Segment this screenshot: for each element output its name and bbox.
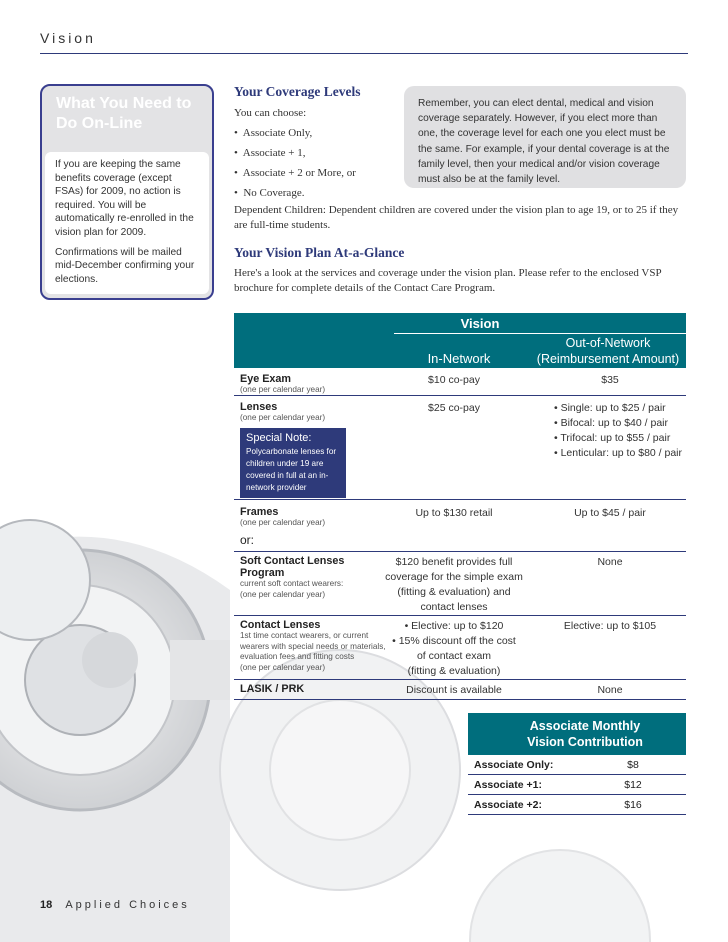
in-network-header: In-Network <box>427 351 491 366</box>
in-network-value: Discount is available <box>406 684 502 696</box>
service-subtext: (one per calendar year) <box>240 413 326 422</box>
list-item: • Bifocal: up to $40 / pair <box>554 417 668 429</box>
service-name: Frames <box>240 506 279 518</box>
sidebar-heading: What You Need to Do On-Line <box>56 95 192 132</box>
tier-label: Associate Only: <box>474 759 554 771</box>
page-number: 18 <box>40 899 53 911</box>
service-subtext: 1st time contact wearers, or current <box>240 631 369 640</box>
list-item: • Single: up to $25 / pair <box>554 402 666 414</box>
tier-amount: $8 <box>627 759 639 771</box>
in-network-value: Up to $130 retail <box>415 507 493 519</box>
out-of-network-value: $35 <box>601 374 619 386</box>
value-line: • 15% discount off the cost <box>392 635 516 647</box>
in-network-value: $10 co-pay <box>428 374 480 386</box>
value-line: $120 benefit provides full <box>395 556 513 568</box>
value-line: (fitting & evaluation) and <box>397 586 511 598</box>
table-row <box>234 368 686 396</box>
out-of-network-header-line: (Reimbursement Amount) <box>536 352 680 366</box>
in-network-value <box>384 555 524 615</box>
service-subtext: (one per calendar year) <box>240 518 326 527</box>
page-footer <box>40 899 190 911</box>
or-label: or: <box>240 532 255 547</box>
special-note-text: Polycarbonate lenses for children under 19 are covered in full at an in-network provider <box>246 447 337 492</box>
sidebar-content <box>45 152 209 294</box>
service-cell <box>240 506 400 547</box>
service-subtext: (one per calendar year) <box>240 589 326 599</box>
out-of-network-value: Up to $45 / pair <box>574 507 646 519</box>
table-title: Vision <box>460 316 500 331</box>
value-line: (fitting & evaluation) <box>407 665 501 677</box>
table-row <box>468 795 686 815</box>
out-of-network-value: None <box>597 684 623 696</box>
contribution-title-line: Vision Contribution <box>527 735 643 749</box>
table-row <box>234 500 686 552</box>
out-of-network-value: Elective: up to $105 <box>563 620 657 632</box>
list-item: • Associate Only, <box>234 127 313 139</box>
contribution-header <box>468 713 686 755</box>
service-subtext: evaluation fees and fitting costs <box>240 652 355 661</box>
coverage-intro: You can choose: <box>234 107 307 119</box>
coverage-heading: Your Coverage Levels <box>234 84 361 99</box>
callout-text: Remember, you can elect dental, medical and vision coverage separately. However, if you elect more than one, the coverage level for each one you elect must be the same. For example, if your dental coverage is at the family level, then your medical and/or vision coverage must also be at the family level. <box>418 98 670 186</box>
table-row <box>234 552 686 616</box>
value-line: of contact exam <box>416 650 492 662</box>
table-row <box>234 680 686 700</box>
service-name: Contact Lenses <box>240 619 321 631</box>
in-network-value: $25 co-pay <box>428 402 480 414</box>
contribution-title-line: Associate Monthly <box>529 719 641 733</box>
table-row <box>234 616 686 680</box>
list-item: • No Coverage. <box>234 187 305 199</box>
service-cell <box>240 373 400 396</box>
tier-label: Associate +1: <box>474 779 542 791</box>
service-subtext: current soft contact wearers: <box>240 579 344 588</box>
out-of-network-value <box>534 401 686 461</box>
list-item: • Trifocal: up to $55 / pair <box>554 432 671 444</box>
out-of-network-value: None <box>597 556 623 568</box>
header-divider <box>40 53 688 54</box>
service-name: Program <box>240 567 285 579</box>
list-item: • Associate + 1, <box>234 147 306 159</box>
vision-benefits-table <box>234 313 686 700</box>
header-rule <box>394 333 686 334</box>
dependents-note: Dependent Children: Dependent children are covered under the vision plan to age 19, or to 25 if they are full-time students. <box>234 204 679 231</box>
tier-label: Associate +2: <box>474 799 542 811</box>
service-name: Eye Exam <box>240 373 292 385</box>
value-line: • Elective: up to $120 <box>404 620 504 632</box>
out-of-network-header-line: Out-of-Network <box>565 336 651 350</box>
service-name: Soft Contact Lenses <box>240 555 345 567</box>
footer-brand: Applied Choices <box>65 899 190 911</box>
list-item: • Lenticular: up to $80 / pair <box>554 447 683 459</box>
service-cell <box>240 401 400 424</box>
online-action-sidebar <box>40 84 214 300</box>
page-header-title: Vision <box>40 30 96 46</box>
table-header <box>234 313 686 368</box>
service-cell <box>240 683 400 695</box>
tier-amount: $12 <box>624 779 642 791</box>
out-of-network-header <box>530 335 686 367</box>
service-subtext: (one per calendar year) <box>240 662 326 672</box>
sidebar-paragraph: Confirmations will be mailed mid-December confirming your elections. <box>55 246 195 285</box>
tier-amount: $16 <box>624 799 642 811</box>
service-subtext: wearers with special needs or materials, <box>240 641 386 651</box>
service-cell <box>240 619 400 673</box>
table-row <box>468 775 686 795</box>
coverage-reminder-callout <box>404 86 686 188</box>
list-item: • Associate + 2 or More, or <box>234 167 356 179</box>
table-row <box>468 755 686 775</box>
service-subtext: (one per calendar year) <box>240 385 326 394</box>
service-name: Lenses <box>240 401 278 413</box>
service-name: LASIK / PRK <box>240 683 305 695</box>
in-network-value <box>384 619 524 679</box>
glance-text: Here's a look at the services and coverage under the vision plan. Please refer to the enclosed VSP brochure for complete details of the Contact Care Program. <box>234 267 662 294</box>
sidebar-paragraph: If you are keeping the same benefits coverage (except FSAs) for 2009, no action is required. You will be automatically re-enrolled in the vision plan for 2009. <box>55 159 194 238</box>
value-line: contact lenses <box>420 601 488 613</box>
monthly-contribution-table <box>468 713 686 815</box>
value-line: coverage for the simple exam <box>385 571 523 583</box>
glance-heading: Your Vision Plan At-a-Glance <box>234 245 405 260</box>
service-cell <box>240 555 400 600</box>
special-note-box <box>240 428 346 498</box>
special-note-title: Special Note: <box>246 432 312 444</box>
table-row <box>234 396 686 500</box>
